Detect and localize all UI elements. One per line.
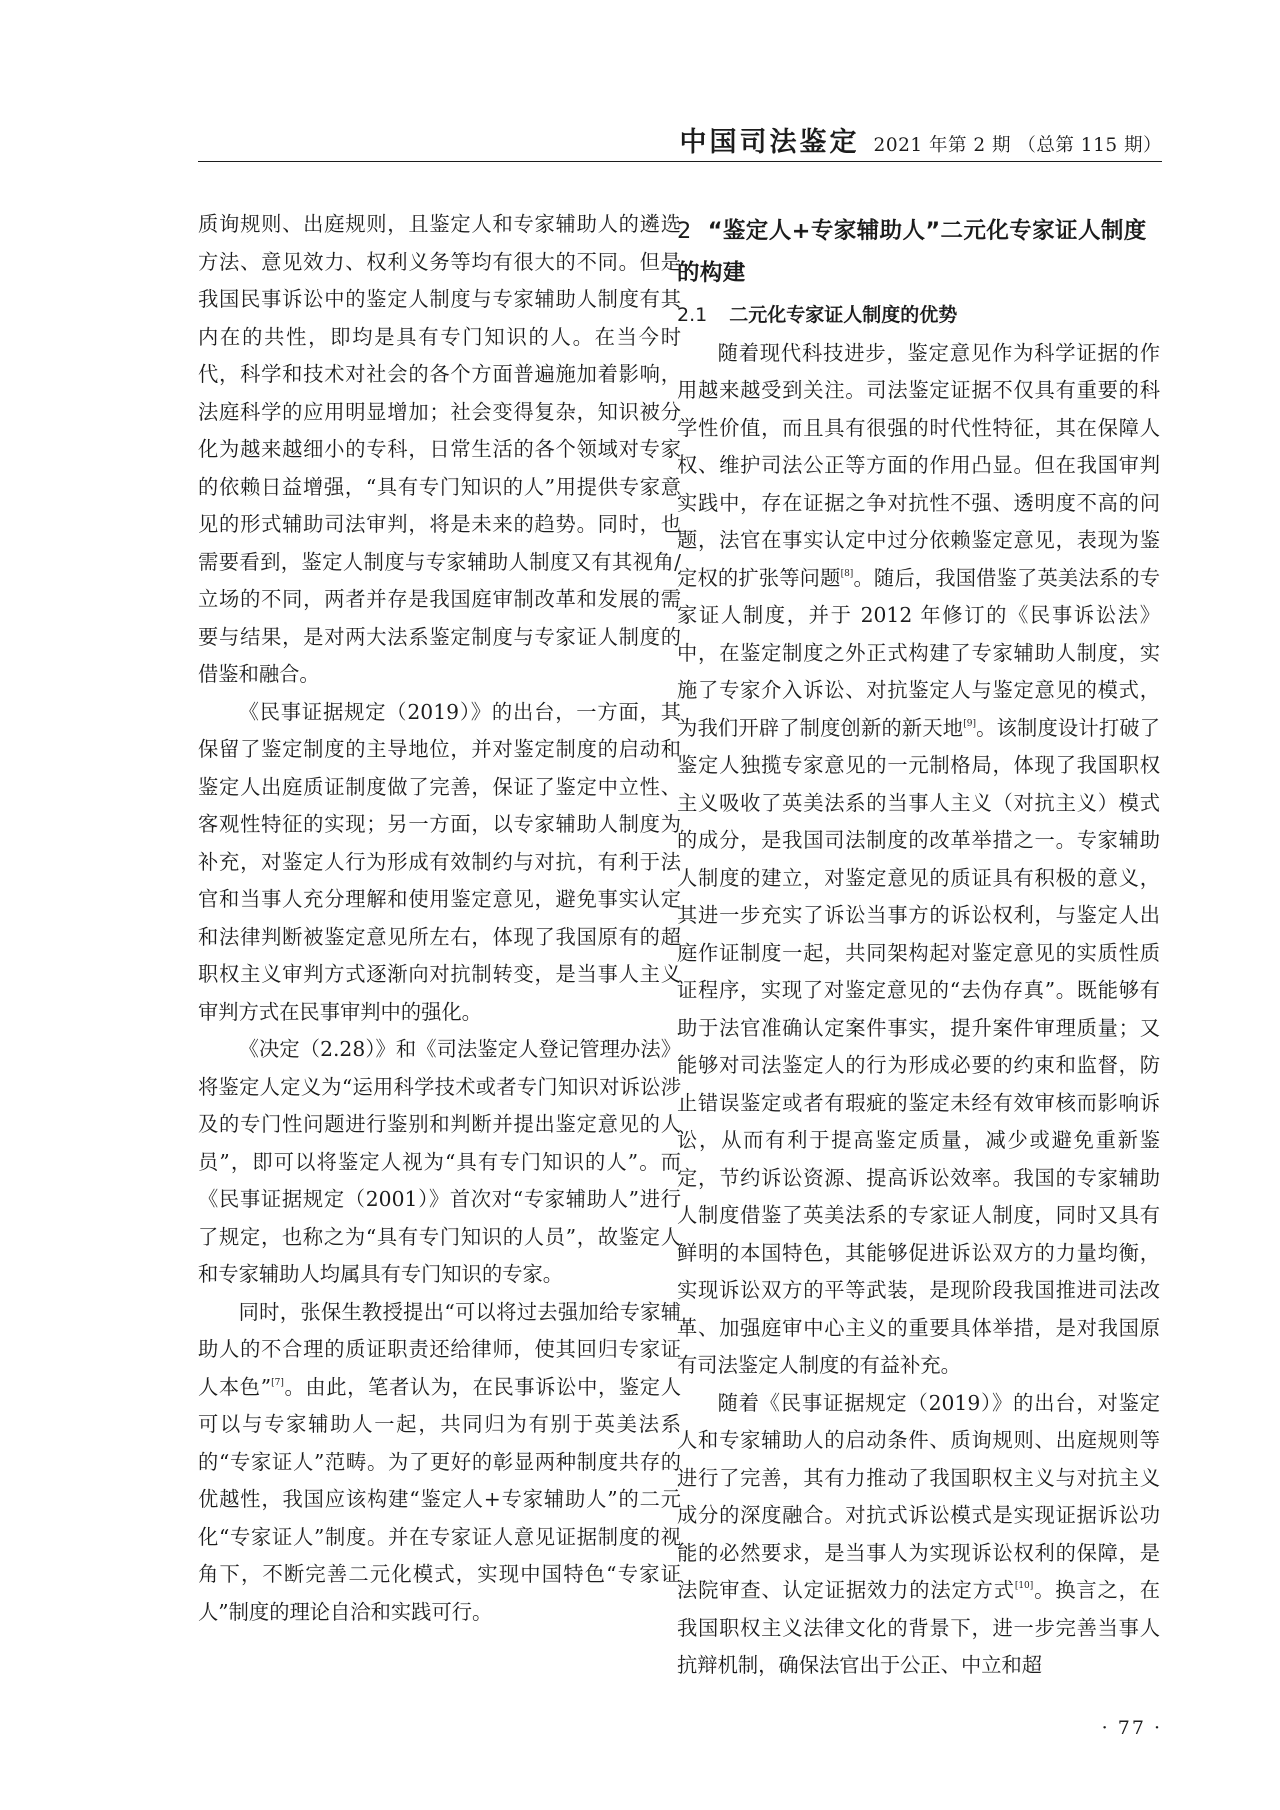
right-column — [677, 206, 1160, 1685]
paragraph: 同时，张保生教授提出“可以将过去强加给专家辅助人的不合理的质证职责还给律师，使其回归专家证人本色”[7]。由此，笔者认为，在民事诉讼中，鉴定人可以与专家辅助人一起，共同归为有别于英美法系的“专家证人”范畴。为了更好的彰显两种制度共存的优越性，我国应该构建“鉴定人+专家辅助人”的二元化“专家证人”制度。并在专家证人意见证据制度的视角下，不断完善二元化模式，实现中国特色“专家证人”制度的理论自洽和实践可行。 — [198, 1299, 681, 1624]
subsection-title: 二元化专家证人制度的优势 — [729, 304, 958, 326]
section-heading — [677, 210, 1160, 294]
citation-ref: [10] — [1014, 1581, 1034, 1591]
header-rule — [198, 161, 1162, 162]
paragraph: 质询规则、出庭规则，且鉴定人和专家辅助人的遴选方法、意见效力、权利义务等均有很大的不同。但是我国民事诉讼中的鉴定人制度与专家辅助人制度有其内在的共性，即均是具有专门知识的人。在当今时代，科学和技术对社会的各个方面普遍施加着影响，法庭科学的应用明显增加；社会变得复杂，知识被分化为越来越细小的专科，日常生活的各个领域对专家的依赖日益增强，“具有专门知识的人”用提供专家意见的形式辅助司法审判，将是未来的趋势。同时，也需要看到，鉴定人制度与专家辅助人制度又有其视角/立场的不同，两者并存是我国庭审制改革和发展的需要与结果，是对两大法系鉴定制度与专家证人制度的借鉴和融合。 — [198, 212, 681, 686]
section-number: 2 — [677, 218, 692, 244]
subsection-number: 2.1 — [677, 304, 708, 326]
issue-info: 2021 年第 2 期 （总第 115 期） — [873, 135, 1162, 156]
left-column — [198, 206, 681, 1631]
paragraph: 随着现代科技进步，鉴定意见作为科学证据的作用越来越受到关注。司法鉴定证据不仅具有重要的科学性价值，而且具有很强的时代性特征，其在保障人权、维护司法公正等方面的作用凸显。但在我国审判实践中，存在证据之争对抗性不强、透明度不高的问题，法官在事实认定中过分依赖鉴定意见，表现为鉴定权的扩张等问题[8]。随后，我国借鉴了英美法系的专家证人制度，并于 2012 年修订的《民事诉讼法》中，在鉴定制度之外正式构建了专家辅助人制度，实施了专家介入诉讼、对抗鉴定人与鉴定意见的模式，为我们开辟了制度创新的新天地[9]。该制度设计打破了鉴定人独揽专家意见的一元制格局，体现了我国职权主义吸收了英美法系的当事人主义（对抗主义）模式的成分，是我国司法制度的改革举措之一。专家辅助人制度的建立，对鉴定意见的质证具有积极的意义，其进一步充实了诉讼当事方的诉讼权利，与鉴定人出庭作证制度一起，共同架构起对鉴定意见的实质性质证程序，实现了对鉴定意见的“去伪存真”。既能够有助于法官准确认定案件事实，提升案件审理质量；又能够对司法鉴定人的行为形成必要的约束和监督，防止错误鉴定或者有瑕疵的鉴定未经有效审核而影响诉讼，从而有利于提高鉴定质量，减少或避免重新鉴定，节约诉讼资源、提高诉讼效率。我国的专家辅助人制度借鉴了英美法系的专家证人制度，同时又具有鲜明的本国特色，其能够促进诉讼双方的力量均衡，实现诉讼双方的平等武装，是现阶段我国推进司法改革、加强庭审中心主义的重要具体举措，是对我国原有司法鉴定人制度的有益补充。 — [677, 340, 1160, 1377]
subsection-heading — [677, 297, 1160, 335]
paragraph: 随着《民事证据规定（2019）》的出台，对鉴定人和专家辅助人的启动条件、质询规则、出庭规则等进行了完善，其有力推动了我国职权主义与对抗主义成分的深度融合。对抗式诉讼模式是实现证据诉讼功能的必然要求，是当事人为实现诉讼权利的保障，是法院审查、认定证据效力的法定方式[10]。换言之，在我国职权主义法律文化的背景下，进一步完善当事人抗辩机制，确保法官出于公正、中立和超 — [677, 1390, 1160, 1677]
journal-title: 中国司法鉴定 — [679, 127, 860, 158]
running-header — [680, 120, 1162, 159]
paragraph: 《决定（2.28）》和《司法鉴定人登记管理办法》将鉴定人定义为“运用科学技术或者专门知识对诉讼涉及的专门性问题进行鉴别和判断并提出鉴定意见的人员”，即可以将鉴定人视为“具有专门知识的人”。而《民事证据规定（2001）》首次对“专家辅助人”进行了规定，也称之为“具有专门知识的人员”，故鉴定人和专家辅助人均属具有专门知识的专家。 — [198, 1037, 681, 1286]
citation-ref: [8] — [840, 568, 854, 579]
paragraph: 《民事证据规定（2019）》的出台，一方面，其保留了鉴定制度的主导地位，并对鉴定制度的启动和鉴定人出庭质证制度做了完善，保证了鉴定中立性、客观性特征的实现；另一方面，以专家辅助人制度为补充，对鉴定人行为形成有效制约与对抗，有利于法官和当事人充分理解和使用鉴定意见，避免事实认定和法律判断被鉴定意见所左右，体现了我国原有的超职权主义审判方式逐渐向对抗制转变，是当事人主义审判方式在民事审判中的强化。 — [198, 699, 681, 1024]
section-title: “鉴定人+专家辅助人”二元化专家证人制度的构建 — [677, 218, 1147, 286]
page-number: · 77 · — [1101, 1717, 1162, 1739]
citation-ref: [7] — [271, 1377, 284, 1388]
citation-ref: [9] — [963, 718, 976, 729]
